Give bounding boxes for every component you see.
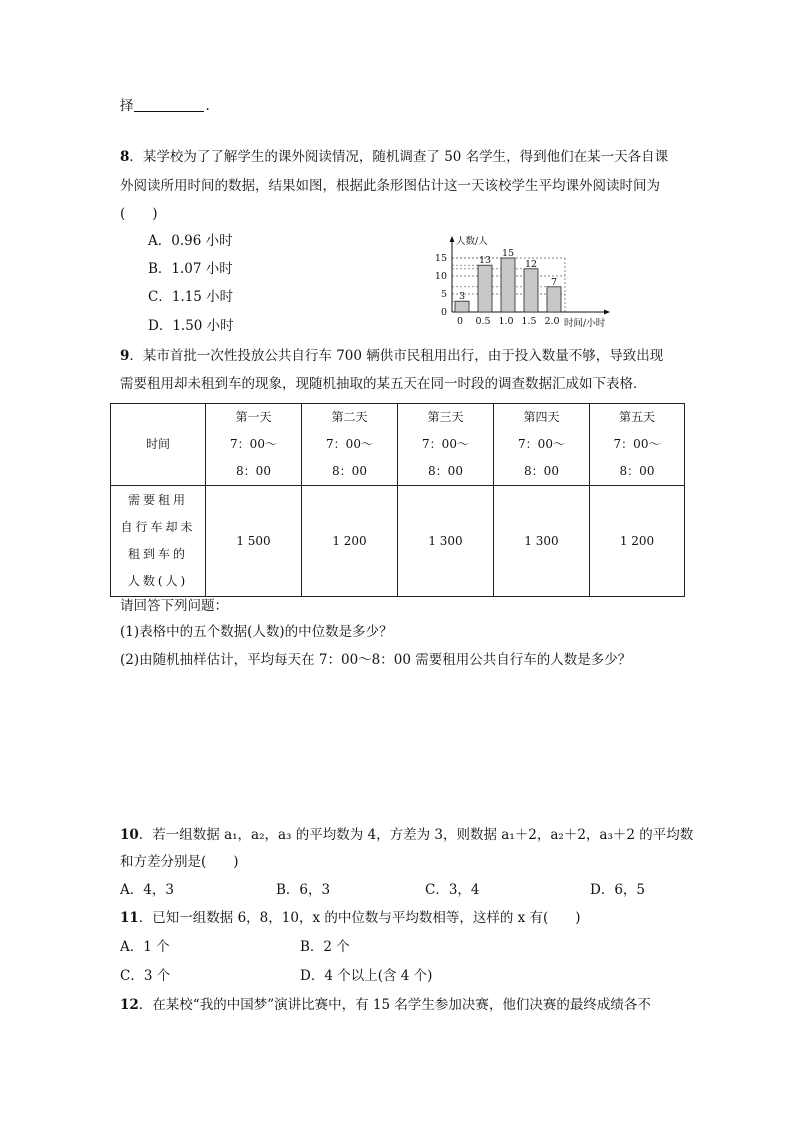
x-tick-label: 1.0 [498,316,514,327]
day-cell: 第五天 7：00～ 8：00 [590,404,685,486]
y-tick-label: 0 [440,307,447,318]
y-tick-label: 5 [440,289,447,300]
q8-paren: ( ) [120,206,158,222]
value-cell: 1 300 [398,486,494,597]
q8-text-1: ．某学校为了了解学生的课外阅读情况，随机调查了 50 名学生，得到他们在某一天各自课 [129,149,669,165]
q10-line-1 [120,825,693,845]
q9-sub-2: (2)由随机抽样估计，平均每天在 7：00～8：00 需要租用公共自行车的人数是多少？ [120,652,632,668]
y-tick-label: 10 [434,271,447,282]
x-tick-label: 0 [456,316,464,327]
q11-option-c[interactable]: C．3 个 [120,968,171,984]
x-tick-label: 2.0 [544,316,560,327]
q9-text-1: ．某市首批一次性投放公共自行车 700 辆供市民租用出行，由于投入数量不够，导致出现 [129,348,664,364]
y-axis-label: 人数/人 [456,236,488,247]
q9-sub-1: (1)表格中的五个数据(人数)的中位数是多少？ [120,624,393,640]
q7-answer-line [120,96,210,116]
q11-option-d[interactable]: D．4 个以上(含 4 个) [300,968,433,984]
bar [501,258,515,312]
table-row-count [111,486,685,597]
bar-chart [430,234,630,334]
q10-text-1: ．若一组数据 a₁，a₂，a₃ 的平均数为 4，方差为 3，则数据 a₁＋2，a₂＋2，a₃＋2 的平均数 [138,827,694,843]
q12-line-1 [120,995,651,1015]
q8-number: 8 [120,149,130,165]
x-tick-label: 0.5 [475,316,491,327]
q7-answer-blank[interactable] [134,97,204,112]
q11-line-1 [120,908,581,928]
q9-line-2: 需要租用却未租到车的现象，现随机抽取的某五天在同一时段的调查数据汇成如下表格． [120,376,647,392]
bar [455,301,469,312]
value-cell: 1 300 [494,486,590,597]
table-row-time [111,404,685,486]
q10-option-b[interactable]: B．6，3 [276,882,331,898]
q11-text-1: ．已知一组数据 6，8，10，x 的中位数与平均数相等，这样的 x 有( ) [138,910,581,926]
q9-line-1 [120,346,663,366]
bar [478,265,492,312]
q8-line-1 [120,147,668,167]
q10-option-a[interactable]: A．4，3 [120,882,174,898]
q9-number: 9 [120,348,130,364]
value-cell: 1 200 [302,486,398,597]
bar [524,269,538,312]
bar-value-label: 13 [478,255,492,267]
bar [547,287,561,312]
q9-prompt: 请回答下列问题： [120,598,228,614]
day-cell: 第二天 7：00～ 8：00 [302,404,398,486]
q12-number: 12 [120,997,139,1013]
q8-line-2: 外阅读所用时间的数据，结果如图，根据此条形图估计这一天该校学生平均课外阅读时间为 [120,178,660,194]
q7-prefix: 择 [120,98,134,114]
row-label-count: 需要租用 自行车却未 租到车的 人数(人) [111,486,206,597]
q7-suffix: . [205,98,210,114]
q10-option-c[interactable]: C．3，4 [425,882,480,898]
q8-option-d[interactable]: D．1.50 小时 [148,318,234,334]
q11-number: 11 [120,910,139,926]
x-tick-label: 1.5 [521,316,537,327]
row-label-time: 时间 [111,404,206,486]
q11-option-a[interactable]: A．1 个 [120,939,170,955]
q12-text-1: ．在某校“我的中国梦”演讲比赛中，有 15 名学生参加决赛，他们决赛的最终成绩各不 [138,997,651,1013]
y-tick-label: 15 [434,253,447,264]
bar-value-label: 3 [458,291,466,303]
day-cell: 第一天 7：00～ 8：00 [206,404,302,486]
y-axis-arrow [450,236,455,242]
q8-option-b[interactable]: B．1.07 小时 [148,261,233,277]
q11-option-b[interactable]: B．2 个 [300,939,350,955]
rental-table [110,403,685,597]
x-axis-label: 时间/小时 [564,318,606,329]
value-cell: 1 500 [206,486,302,597]
q10-line-2: 和方差分别是( ) [120,854,239,870]
bar-value-label: 7 [550,276,558,288]
x-axis-arrow [604,310,610,315]
bar-value-label: 15 [501,248,515,259]
day-cell: 第四天 7：00～ 8：00 [494,404,590,486]
q8-option-a[interactable]: A．0.96 小时 [148,233,233,249]
q10-number: 10 [120,827,139,843]
q10-option-d[interactable]: D．6，5 [590,882,646,898]
bar-value-label: 12 [524,258,538,270]
value-cell: 1 200 [590,486,685,597]
day-cell: 第三天 7：00～ 8：00 [398,404,494,486]
q8-option-c[interactable]: C．1.15 小时 [148,289,234,305]
